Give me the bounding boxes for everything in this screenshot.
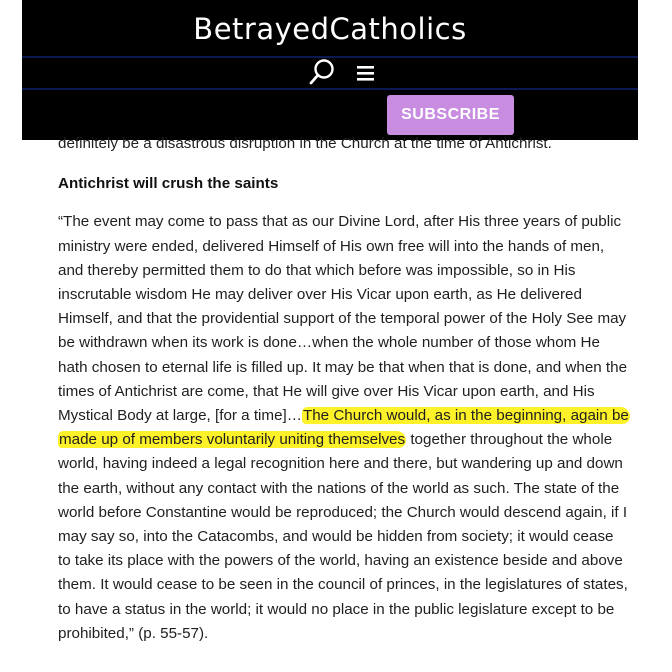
site-logo[interactable] bbox=[22, 12, 638, 46]
subscribe-button[interactable]: SUBSCRIBE bbox=[387, 95, 514, 135]
article-body bbox=[58, 134, 630, 646]
partial-text-line: definitely be a disastrous disruption in the Church at the time of Antichrist. bbox=[58, 135, 552, 152]
section-heading: Antichrist will crush the saints bbox=[58, 175, 279, 193]
page-margin-right bbox=[638, 0, 672, 672]
page-margin-left bbox=[0, 0, 22, 672]
paragraph-text: together throughout the whole world, having indeed a legal recognition here and there, but wandering up and down the earth, without any contact with the nations of the world as such. The state of the world before Constantine would be reproduced; the Church would descend again, if I may say so, into the Catacombs, and would be hidden from society; it would cease to take its place with the powers of the world, having an existence beside and above them. It would cease to be seen in the council of princes, in the legislatures of states, to have a status in the world; it would no place in the public legislature except to be prohibited,” (p. 55-57). bbox=[58, 431, 628, 642]
hamburger-menu-icon[interactable] bbox=[356, 64, 376, 82]
paragraph-text: “The event may come to pass that as our Divine Lord, after His three years of public ministry were ended, delivered Himself of His own free will into the hands of men, and thereby permitted them to do that which before was impossible, so in His inscrutable wisdom He may deliver over His Vicar upon earth, as He delivered Himself, and that the providential support of the temporal power of the Holy See may be withdrawn when its work is done…when the whole number of those whom He hath chosen to eternal life is filled up. It may be that when that is done, and when the times of Antichrist are come, that He will give over His Vicar upon earth, and His Mystical Body at large, [for a time]… bbox=[58, 213, 628, 425]
highlighted-text: The Church would, as in the beginning, again be made up of members voluntarily uniting themselves bbox=[59, 407, 629, 449]
header-nav bbox=[22, 58, 638, 88]
logo-text: BetrayedCatholics bbox=[193, 12, 467, 46]
quote-paragraph bbox=[58, 210, 630, 646]
search-icon[interactable] bbox=[308, 58, 336, 86]
site-header bbox=[22, 0, 638, 140]
header-divider bbox=[22, 88, 638, 90]
